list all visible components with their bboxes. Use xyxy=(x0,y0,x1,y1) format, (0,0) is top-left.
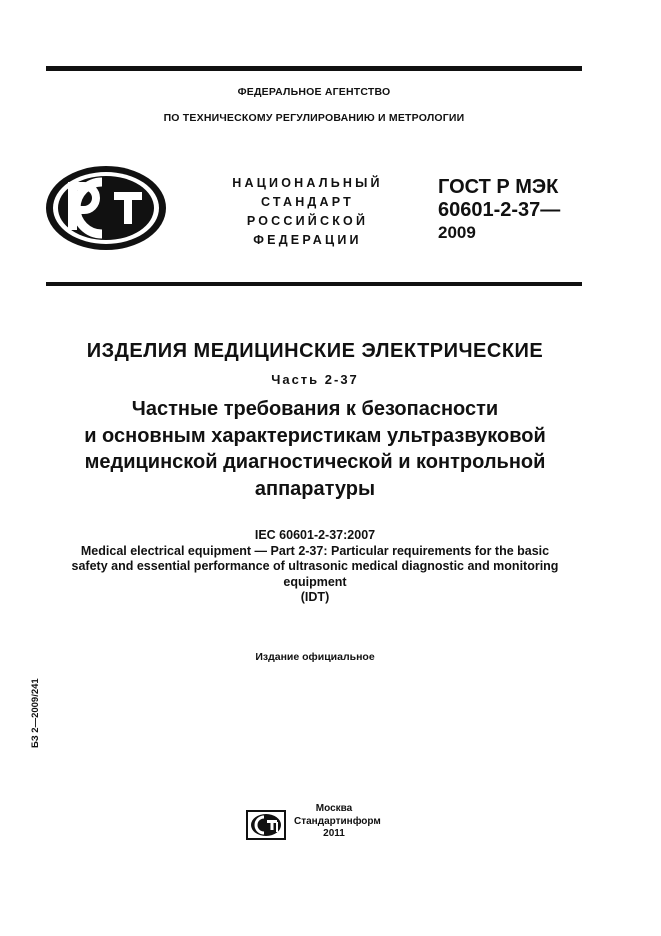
national-standard-line-2: СТАНДАРТ xyxy=(261,195,354,209)
designation-year: 2009 xyxy=(438,223,476,242)
publisher-info xyxy=(294,803,381,841)
subtitle-line: медицинской диагностической и контрольной xyxy=(84,451,546,473)
side-code: БЗ 2—2009/241 xyxy=(30,678,41,748)
edition-label: Издание официальное xyxy=(255,651,375,663)
gost-r-logo-icon xyxy=(44,164,168,252)
iec-idt: (IDT) xyxy=(300,590,330,604)
agency-line-1: ФЕДЕРАЛЬНОЕ АГЕНТСТВО xyxy=(237,86,391,98)
standard-designation xyxy=(438,176,598,244)
national-standard-line-4: ФЕДЕРАЦИИ xyxy=(253,233,362,247)
document-subtitle xyxy=(20,396,610,502)
subtitle-line: аппаратуры xyxy=(254,477,376,500)
iec-title-line: safety and essential performance of ultrasonic medical diagnostic and monitoring xyxy=(71,559,559,573)
document-main-title: ИЗДЕЛИЯ МЕДИЦИНСКИЕ ЭЛЕКТРИЧЕСКИЕ xyxy=(86,340,544,362)
iec-title-line: Medical electrical equipment — Part 2-37: Particular requirements for the basic xyxy=(80,543,550,558)
bottom-rule xyxy=(46,282,582,286)
document-part: Часть 2-37 xyxy=(271,372,359,387)
national-standard-line-1: НАЦИОНАЛЬНЫЙ xyxy=(232,176,383,190)
standartinform-logo-icon xyxy=(246,810,286,840)
designation-line-1: ГОСТ Р МЭК xyxy=(438,176,559,198)
iec-reference xyxy=(30,528,600,606)
publisher-name: Стандартинформ xyxy=(294,815,381,827)
top-rule xyxy=(46,66,582,71)
agency-line-2: ПО ТЕХНИЧЕСКОМУ РЕГУЛИРОВАНИЮ И МЕТРОЛОГИИ xyxy=(163,112,465,124)
national-standard-line-3: РОССИЙСКОЙ xyxy=(246,214,369,228)
subtitle-line: Частные требования к безопасности xyxy=(131,398,499,420)
publisher-city: Москва xyxy=(315,803,353,814)
iec-code: IEC 60601-2-37:2007 xyxy=(254,528,376,542)
national-standard-label xyxy=(205,174,410,250)
subtitle-line: и основным характеристикам ультразвуковой xyxy=(84,424,546,447)
designation-line-2: 60601-2-37— xyxy=(438,199,561,221)
publisher-year: 2011 xyxy=(323,828,345,839)
iec-title-line: equipment xyxy=(283,574,347,589)
